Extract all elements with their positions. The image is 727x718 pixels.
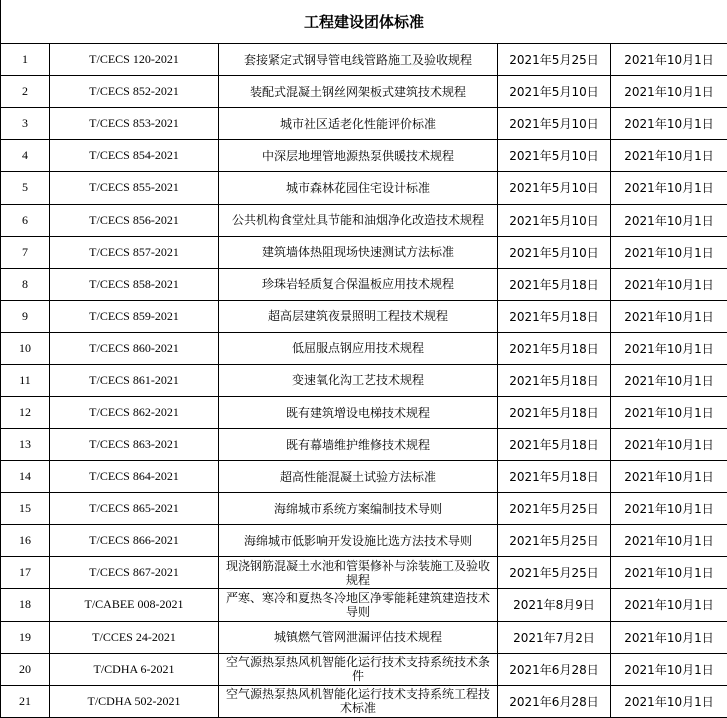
- row-number-cell: 8: [1, 268, 50, 300]
- table-row: [1, 44, 727, 76]
- issue-date-cell: 2021年5月18日: [498, 300, 611, 332]
- standard-name-cell: 套接紧定式钢导管电线管路施工及验收规程: [219, 44, 498, 76]
- table-row: [1, 332, 727, 364]
- table-row: [1, 140, 727, 172]
- row-number-cell: 9: [1, 300, 50, 332]
- effective-date-cell: 2021年10月1日: [611, 204, 727, 236]
- title-row: [1, 0, 727, 44]
- standard-name-cell: 建筑墙体热阻现场快速测试方法标准: [219, 236, 498, 268]
- table-row: [1, 557, 727, 589]
- standard-code-cell: T/CECS 858-2021: [50, 268, 219, 300]
- standard-name-cell: 既有建筑增设电梯技术规程: [219, 396, 498, 428]
- standard-code-cell: T/CECS 852-2021: [50, 76, 219, 108]
- issue-date-cell: 2021年5月10日: [498, 172, 611, 204]
- table-row: [1, 236, 727, 268]
- table-row: [1, 204, 727, 236]
- effective-date-cell: 2021年10月1日: [611, 300, 727, 332]
- issue-date-cell: 2021年5月18日: [498, 396, 611, 428]
- row-number-cell: 2: [1, 76, 50, 108]
- row-number-cell: 10: [1, 332, 50, 364]
- standard-name-cell: 既有幕墙维护维修技术规程: [219, 429, 498, 461]
- issue-date-cell: 2021年6月28日: [498, 653, 611, 685]
- issue-date-cell: 2021年5月10日: [498, 204, 611, 236]
- table-row: [1, 429, 727, 461]
- table-row: [1, 396, 727, 428]
- issue-date-cell: 2021年5月25日: [498, 557, 611, 589]
- effective-date-cell: 2021年10月1日: [611, 332, 727, 364]
- standard-code-cell: T/CCES 24-2021: [50, 621, 219, 653]
- issue-date-cell: 2021年8月9日: [498, 589, 611, 621]
- standard-code-cell: T/CDHA 502-2021: [50, 685, 219, 717]
- issue-date-cell: 2021年5月18日: [498, 364, 611, 396]
- issue-date-cell: 2021年5月25日: [498, 525, 611, 557]
- standard-name-cell: 海绵城市系统方案编制技术导则: [219, 493, 498, 525]
- effective-date-cell: 2021年10月1日: [611, 396, 727, 428]
- standard-code-cell: T/CECS 856-2021: [50, 204, 219, 236]
- table-row: [1, 589, 727, 621]
- effective-date-cell: 2021年10月1日: [611, 557, 727, 589]
- table-row: [1, 621, 727, 653]
- standard-name-cell: 超高层建筑夜景照明工程技术规程: [219, 300, 498, 332]
- standard-name-cell: 中深层地埋管地源热泵供暖技术规程: [219, 140, 498, 172]
- issue-date-cell: 2021年5月25日: [498, 493, 611, 525]
- standard-code-cell: T/CECS 857-2021: [50, 236, 219, 268]
- table-row: [1, 493, 727, 525]
- row-number-cell: 15: [1, 493, 50, 525]
- standard-code-cell: T/CECS 865-2021: [50, 493, 219, 525]
- row-number-cell: 20: [1, 653, 50, 685]
- row-number-cell: 1: [1, 44, 50, 76]
- standard-code-cell: T/CECS 855-2021: [50, 172, 219, 204]
- standard-code-cell: T/CECS 120-2021: [50, 44, 219, 76]
- standard-name-cell: 空气源热泵热风机智能化运行技术支持系统技术条件: [219, 653, 498, 685]
- standard-code-cell: T/CECS 853-2021: [50, 108, 219, 140]
- table-row: [1, 525, 727, 557]
- row-number-cell: 12: [1, 396, 50, 428]
- row-number-cell: 11: [1, 364, 50, 396]
- standard-name-cell: 城市社区适老化性能评价标准: [219, 108, 498, 140]
- effective-date-cell: 2021年10月1日: [611, 621, 727, 653]
- row-number-cell: 3: [1, 108, 50, 140]
- issue-date-cell: 2021年5月18日: [498, 332, 611, 364]
- standard-name-cell: 城市森林花园住宅设计标准: [219, 172, 498, 204]
- row-number-cell: 14: [1, 461, 50, 493]
- standard-code-cell: T/CECS 864-2021: [50, 461, 219, 493]
- standard-name-cell: 变速氧化沟工艺技术规程: [219, 364, 498, 396]
- effective-date-cell: 2021年10月1日: [611, 653, 727, 685]
- table-body: [1, 0, 727, 718]
- standard-code-cell: T/CECS 859-2021: [50, 300, 219, 332]
- issue-date-cell: 2021年5月18日: [498, 461, 611, 493]
- row-number-cell: 13: [1, 429, 50, 461]
- effective-date-cell: 2021年10月1日: [611, 268, 727, 300]
- effective-date-cell: 2021年10月1日: [611, 76, 727, 108]
- standard-code-cell: T/CDHA 6-2021: [50, 653, 219, 685]
- standard-name-cell: 装配式混凝土钢丝网架板式建筑技术规程: [219, 76, 498, 108]
- row-number-cell: 19: [1, 621, 50, 653]
- standard-code-cell: T/CABEE 008-2021: [50, 589, 219, 621]
- standard-name-cell: 城镇燃气管网泄漏评估技术规程: [219, 621, 498, 653]
- effective-date-cell: 2021年10月1日: [611, 44, 727, 76]
- effective-date-cell: 2021年10月1日: [611, 140, 727, 172]
- issue-date-cell: 2021年5月25日: [498, 44, 611, 76]
- row-number-cell: 18: [1, 589, 50, 621]
- effective-date-cell: 2021年10月1日: [611, 108, 727, 140]
- effective-date-cell: 2021年10月1日: [611, 429, 727, 461]
- effective-date-cell: 2021年10月1日: [611, 461, 727, 493]
- standard-code-cell: T/CECS 866-2021: [50, 525, 219, 557]
- issue-date-cell: 2021年5月10日: [498, 76, 611, 108]
- standard-code-cell: T/CECS 854-2021: [50, 140, 219, 172]
- row-number-cell: 6: [1, 204, 50, 236]
- standard-name-cell: 低屈服点钢应用技术规程: [219, 332, 498, 364]
- issue-date-cell: 2021年5月18日: [498, 429, 611, 461]
- issue-date-cell: 2021年5月10日: [498, 140, 611, 172]
- issue-date-cell: 2021年6月28日: [498, 685, 611, 717]
- table-row: [1, 172, 727, 204]
- effective-date-cell: 2021年10月1日: [611, 589, 727, 621]
- standard-code-cell: T/CECS 860-2021: [50, 332, 219, 364]
- standard-name-cell: 严寒、寒冷和夏热冬冷地区净零能耗建筑建造技术导则: [219, 589, 498, 621]
- standard-code-cell: T/CECS 867-2021: [50, 557, 219, 589]
- table-row: [1, 461, 727, 493]
- row-number-cell: 21: [1, 685, 50, 717]
- table-row: [1, 300, 727, 332]
- standard-name-cell: 公共机构食堂灶具节能和油烟净化改造技术规程: [219, 204, 498, 236]
- row-number-cell: 4: [1, 140, 50, 172]
- table-row: [1, 76, 727, 108]
- table-row: [1, 685, 727, 717]
- issue-date-cell: 2021年5月10日: [498, 108, 611, 140]
- standard-name-cell: 珍珠岩轻质复合保温板应用技术规程: [219, 268, 498, 300]
- standard-name-cell: 空气源热泵热风机智能化运行技术支持系统工程技术标准: [219, 685, 498, 717]
- effective-date-cell: 2021年10月1日: [611, 525, 727, 557]
- table-row: [1, 108, 727, 140]
- standard-code-cell: T/CECS 863-2021: [50, 429, 219, 461]
- effective-date-cell: 2021年10月1日: [611, 236, 727, 268]
- row-number-cell: 5: [1, 172, 50, 204]
- issue-date-cell: 2021年5月18日: [498, 268, 611, 300]
- row-number-cell: 7: [1, 236, 50, 268]
- row-number-cell: 16: [1, 525, 50, 557]
- standard-code-cell: T/CECS 862-2021: [50, 396, 219, 428]
- effective-date-cell: 2021年10月1日: [611, 493, 727, 525]
- table-row: [1, 364, 727, 396]
- table-title: 工程建设团体标准: [1, 0, 727, 44]
- issue-date-cell: 2021年5月10日: [498, 236, 611, 268]
- standard-code-cell: T/CECS 861-2021: [50, 364, 219, 396]
- effective-date-cell: 2021年10月1日: [611, 172, 727, 204]
- standard-name-cell: 海绵城市低影响开发设施比选方法技术导则: [219, 525, 498, 557]
- row-number-cell: 17: [1, 557, 50, 589]
- effective-date-cell: 2021年10月1日: [611, 364, 727, 396]
- standard-name-cell: 现浇钢筋混凝土水池和管渠修补与涂装施工及验收规程: [219, 557, 498, 589]
- table-row: [1, 268, 727, 300]
- table-row: [1, 653, 727, 685]
- standard-name-cell: 超高性能混凝土试验方法标准: [219, 461, 498, 493]
- effective-date-cell: 2021年10月1日: [611, 685, 727, 717]
- issue-date-cell: 2021年7月2日: [498, 621, 611, 653]
